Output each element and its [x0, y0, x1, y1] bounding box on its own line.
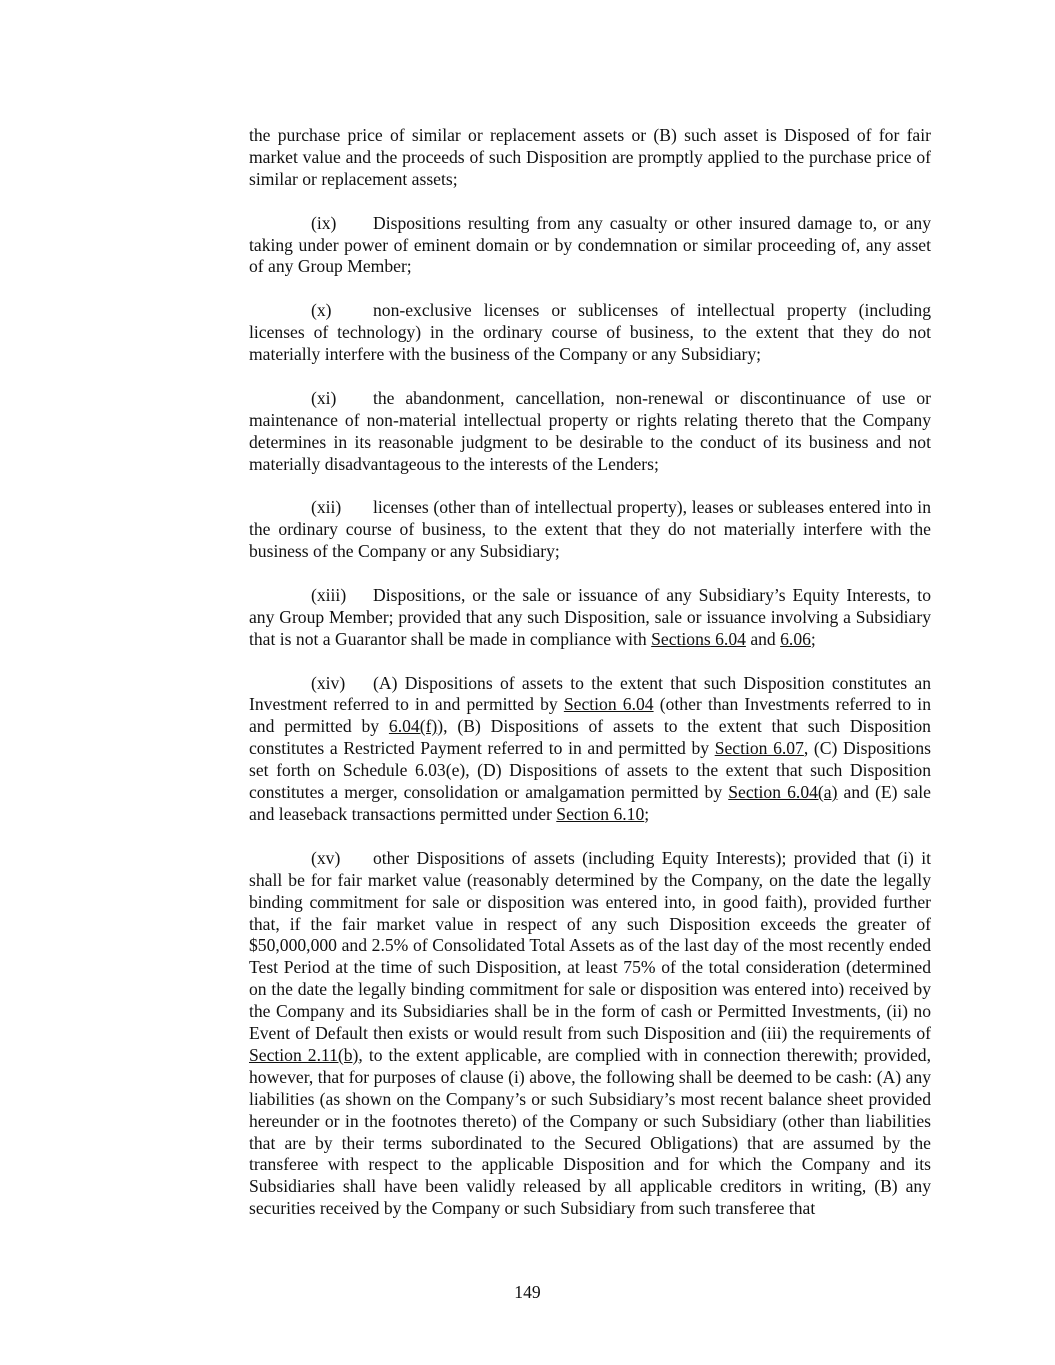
section-reference: Section 6.07 — [714, 738, 804, 759]
clause-number: (xii) — [311, 497, 342, 518]
section-reference: 6.06 — [780, 628, 811, 649]
clause-number: (xiii) — [311, 584, 347, 605]
clause-x — [249, 300, 931, 366]
section-reference: Section 6.04 — [563, 694, 654, 715]
clause-number: (x) — [311, 300, 332, 321]
clause-text: the abandonment, cancellation, non-renewal or discontinuance of use or maintenance of non-material intellectual property or rights relating thereto that the Company determines in its reasonable judgment to be desirable to the conduct of its business and not materially disadvantageous to the interests of the Lenders; — [249, 387, 931, 474]
clause-xii — [249, 497, 931, 563]
section-reference: Section 6.10 — [556, 804, 645, 824]
clause-text: non-exclusive licenses or sublicenses of intellectual property (including licenses of technology) in the ordinary course of business, to the extent that they do not materially interfere with the business of the Company or any Subsidiary; — [249, 300, 931, 365]
clause-number: (xv) — [311, 847, 341, 868]
section-reference: Section 6.04(a) — [728, 782, 838, 803]
clause-xi — [249, 388, 931, 476]
clause-number: (xi) — [311, 387, 337, 408]
clause-number: (xiv) — [311, 672, 346, 693]
clause-xv: (xv) other Dispositions of assets (including Equity Interests); provided that (i) it shall be for fair market value (reasonably determined by the Company, on the date the legally binding commitment for sale or disposition was entered into, in good faith), provided further that, if the fair market value in respect of any such Disposition exceeds the greater of $50,000,000 and 2.5% of Consolidated Total Assets as of the last day of the most recently ended Test Period at the time of such Disposition, at least 75% of the total consideration (determined on the date the legally binding commitment for sale or disposition was entered into) received by the Company and its Subsidiaries shall be in the form of cash or Permitted Investments, (ii) no Event of Default then exists or would result from such Disposition and (iii) the requirements of Section 2.11(b), to the extent applicable, are complied with in connection therewith; provided, however, that for purposes of clause (i) above, the following shall be deemed to be cash: (A) any liabilities (as shown on the Company’s or such Subsidiary’s most recent balance sheet provided hereunder or in the footnotes thereto) of the Company or such Subsidiary (other than liabilities that are by their terms subordinated to the Secured Obligations) that are assumed by the transferee with respect to the applicable Disposition and for which the Company and its Subsidiaries shall have been validly released by all applicable creditors in writing, (B) any securities received by the Company or such Subsidiary from such transferee that — [249, 847, 931, 1219]
document-body — [249, 125, 931, 1242]
section-reference: 6.04(f) — [388, 716, 438, 737]
clause-text: licenses (other than of intellectual property), leases or subleases entered into in the ordinary course of business, to the extent that they do not materially interfere with the business of the Company or any Subsidiary; — [249, 497, 931, 562]
clause-xiv: (xiv) (A) Dispositions of assets to the extent that such Disposition constitutes an Investment referred to in and permitted by Section 6.04 (other than Investments referred to in and permitted by 6.04(f)), (B) Dispositions of assets to the extent that such Disposition constitutes a Restricted Payment referred to in and permitted by Section 6.07, (C) Dispositions set forth on Schedule 6.03(e), (D) Dispositions of assets to the extent that such Disposition constitutes a merger, consolidation or amalgamation permitted by Section 6.04(a) and (E) sale and leaseback transactions permitted under Section 6.10; — [249, 672, 931, 824]
section-reference: Sections 6.04 — [651, 628, 746, 649]
clause-text: Dispositions resulting from any casualty or other insured damage to, or any taking under power of eminent domain or by condemnation or similar proceeding of, any asset of any Group Member; — [249, 212, 931, 277]
paragraph-continuation: the purchase price of similar or replacement assets or (B) such asset is Disposed of for fair market value and the proceeds of such Disposition are promptly applied to the purchase price of similar or replacement assets; — [249, 125, 931, 189]
clause-number: (ix) — [311, 212, 337, 233]
page-number: 149 — [514, 1282, 541, 1302]
clause-xiii: (xiii) Dispositions, or the sale or issuance of any Subsidiary’s Equity Interests, to any Group Member; provided that any such Disposition, sale or issuance involving a Subsidiary that is not a Guarantor shall be made in compliance with Sections 6.04 and 6.06; — [249, 584, 931, 649]
section-reference: Section 2.11(b) — [249, 1044, 359, 1065]
clause-ix — [249, 213, 931, 279]
